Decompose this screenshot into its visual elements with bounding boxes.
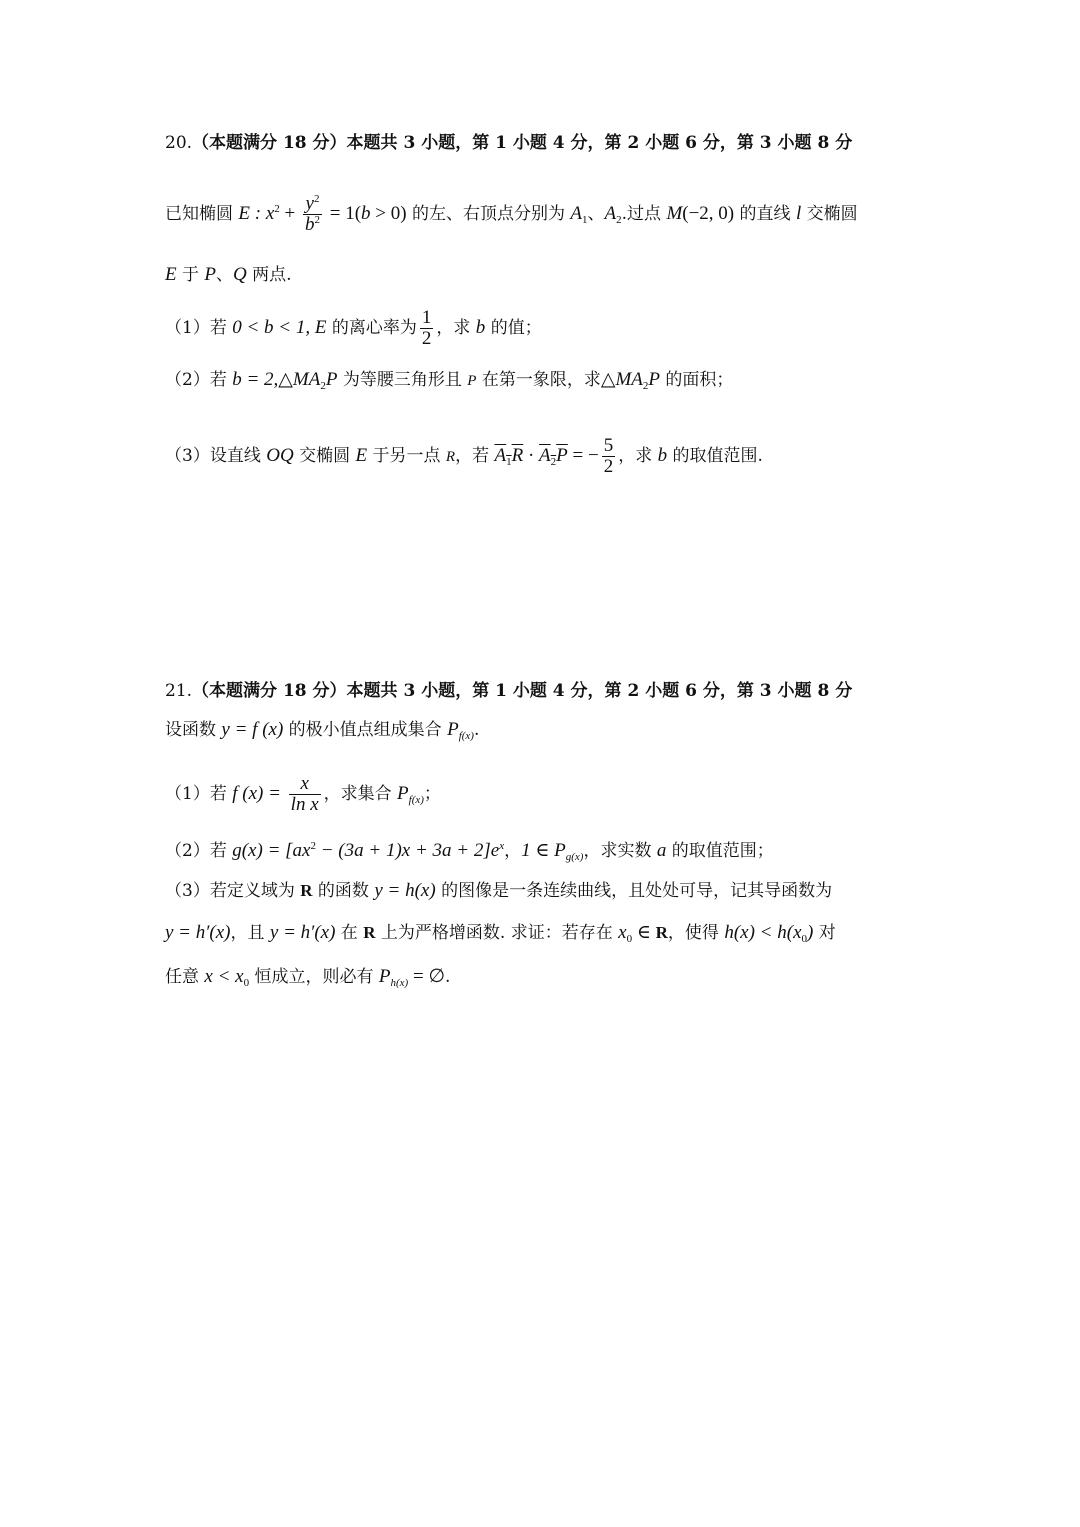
- q20-number: 20.: [165, 133, 193, 153]
- fraction-one-half: $\frac{1}{2}$: [421, 307, 432, 349]
- function-f-definition: f (x) = $\frac{x}{\text{ln x}}$: [232, 773, 319, 815]
- q21-intro: 设函数 y = f (x) 的极小值点组成集合 $P_{f(x)}$.: [165, 719, 480, 742]
- dot-product-expression: $A_1R \cdot A_2P$ = − $\frac{5}{2}$: [494, 435, 614, 477]
- triangle-MA2P-2: $\triangle MA_2P$: [600, 369, 661, 392]
- set-P-f: $P_{f(x)}$: [447, 719, 474, 742]
- q21-header-text: （本题满分 18 分）本题共 3 小题，第 1 小题 4 分，第 2 小题 6 分，第 3 小题 8 分: [192, 681, 853, 701]
- q20-intro-line1: 已知椭圆 E : $x^2$ + $\frac{y^2}{b^2}$ = 1(b > 0) 的左、右顶点分别为 $A_1$、$A_2$.过点 M(−2, 0) 的直线 l 交椭圆: [165, 193, 858, 236]
- q21-header: [165, 676, 920, 706]
- q21-part3-line3: 任意 $x < x_0$ 恒成立，则必有 $P_{h(x)}$ = ∅.: [165, 966, 451, 989]
- q20-part3: （3）设直线 OQ 交椭圆 E 于另一点 R，若 $A_1R \cdot A_2P$ = − $\frac{5}{2}$ ，求 b 的取值范围.: [165, 435, 763, 477]
- q20-part2: （2）若 $b = 2,\triangle MA_2P$ 为等腰三角形且 P 在第一象限，求$\triangle MA_2P$ 的面积；: [165, 369, 734, 392]
- vertex-A1: $A_1$: [570, 203, 588, 226]
- function-g-definition: $g(x) = [ax^2 - (3a + 1)x + 3a + 2]e^x$: [232, 840, 505, 861]
- q21-part2: （2）若 $g(x) = [ax^2 - (3a + 1)x + 3a + 2]e^x$，1 ∈ $P_{g(x)}$，求实数 a 的取值范围；: [165, 840, 774, 863]
- q21-number: 21.: [165, 681, 193, 701]
- point-M: M(−2, 0): [666, 203, 735, 224]
- q21-part3-line2: y = h′(x)，且 y = h′(x) 在 R 上为严格增函数. 求证：若存在 $x_0$ ∈ R，使得 $h(x) < h(x_0)$ 对: [165, 922, 836, 945]
- q20-header-text: （本题满分 18 分）本题共 3 小题，第 1 小题 4 分，第 2 小题 6 分，第 3 小题 8 分: [192, 133, 853, 153]
- q20-intro-line2: E 于 P、Q 两点.: [165, 264, 292, 285]
- vertex-A2: $A_2$: [604, 203, 622, 226]
- q20-part1: （1）若 0 < b < 1, E 的离心率为 $\frac{1}{2}$ ，求 b 的值；: [165, 307, 542, 349]
- ellipse-equation: E : $x^2$ + $\frac{y^2}{b^2}$ = 1(b > 0): [238, 193, 407, 236]
- q21-part3-line1: （3）若定义域为 R 的函数 y = h(x) 的图像是一条连续曲线，且处处可导，记其导函数为: [165, 880, 833, 901]
- q21-part1: （1）若 f (x) = $\frac{x}{\text{ln x}}$ ，求集合 $P_{f(x)}$；: [165, 773, 441, 815]
- q20-header: [165, 128, 920, 158]
- triangle-MA2P: $b = 2,\triangle MA_2P$: [232, 369, 338, 392]
- condition-b-range: 0 < b < 1, E: [232, 316, 327, 338]
